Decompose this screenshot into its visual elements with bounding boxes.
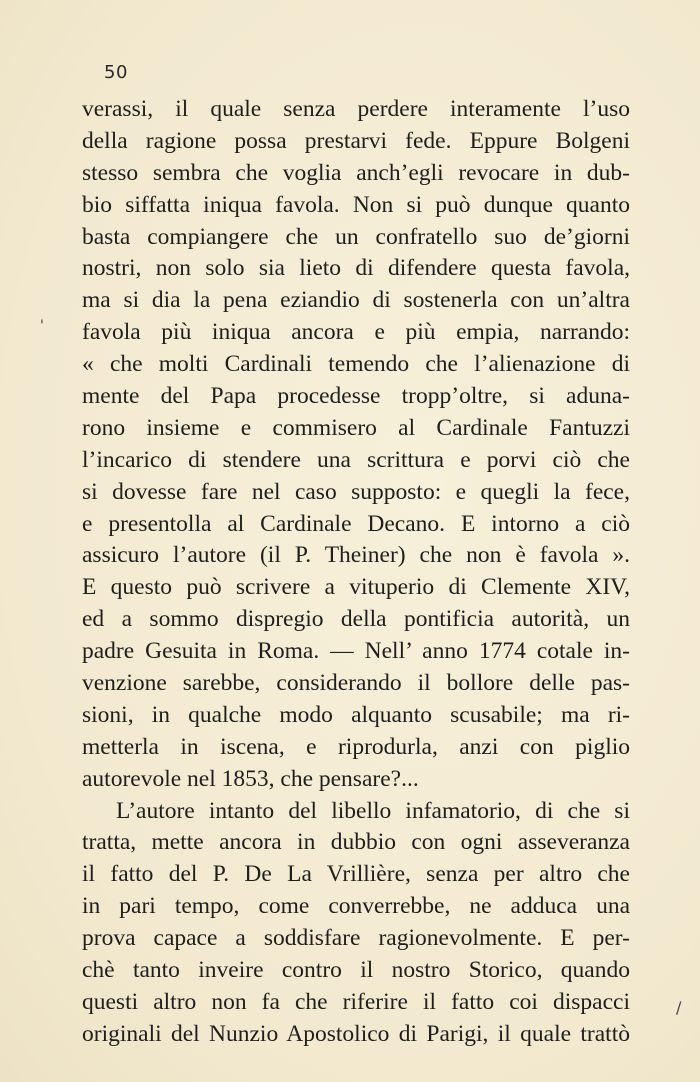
text-line: chè tanto inveire contro il nostro Storico, quando [82,957,630,984]
text-line: favola più iniqua ancora e più empia, narrando: [82,319,630,346]
text-line: mente del Papa procedesse tropp’oltre, si aduna- [82,383,630,410]
text-line-paragraph-start: L’autore intanto del libello infamatorio, di che si [116,797,630,824]
text-line: assicuro l’autore (il P. Theiner) che non è favola ». [82,542,630,569]
text-line: venzione sarebbe, considerando il bollore delle pas- [82,670,630,697]
text-line: sioni, in qualche modo alquanto scusabile; ma ri- [82,701,630,728]
margin-mark-right: / [676,998,682,1017]
text-line: della ragione possa prestarvi fede. Eppure Bolgeni [82,127,630,154]
text-line: questi altro non fa che riferire il fatto coi dispacci [82,988,630,1015]
body-text [82,94,630,1051]
page-number: 50 [104,62,128,83]
text-line: l’incarico di stendere una scrittura e porvi ciò che [82,446,630,473]
text-line: si dovesse fare nel caso supposto: e quegli la fece, [82,478,630,505]
text-line: E questo può scrivere a vituperio di Clemente XIV, [82,574,630,601]
text-line: « che molti Cardinali temendo che l’alienazione di [82,351,630,378]
text-line: basta compiangere che un confratello suo de’giorni [82,223,630,250]
text-line-paragraph-end: autorevole nel 1853, che pensare?... [82,765,419,792]
text-line: bio siffatta iniqua favola. Non si può dunque quanto [82,191,630,218]
text-line: rono insieme e commisero al Cardinale Fantuzzi [82,414,630,441]
text-line: padre Gesuita in Roma. — Nell’ anno 1774 cotale in- [82,638,630,665]
text-line: il fatto del P. De La Vrillière, senza per altro che [82,861,630,888]
text-line: ed a sommo dispregio della pontificia autorità, un [82,606,630,633]
text-line: nostri, non solo sia lieto di difendere questa favola, [82,255,630,282]
text-line: in pari tempo, come converrebbe, ne adduca una [82,893,630,920]
text-line: tratta, mette ancora in dubbio con ogni asseveranza [82,829,630,856]
text-line: originali del Nunzio Apostolico di Parigi, il quale trattò [82,1020,630,1047]
margin-mark-left: ' [40,318,44,334]
text-line: metterla in iscena, e riprodurla, anzi con piglio [82,733,630,760]
text-line: ma si dia la pena eziandio di sostenerla con un’altra [82,287,630,314]
text-line: prova capace a soddisfare ragionevolmente. E per- [82,925,630,952]
text-line: e presentolla al Cardinale Decano. E intorno a ciò [82,510,630,537]
text-line: verassi, il quale senza perdere interamente l’uso [82,96,630,122]
text-line: stesso sembra che voglia anch’egli revocare in dub- [82,159,630,186]
